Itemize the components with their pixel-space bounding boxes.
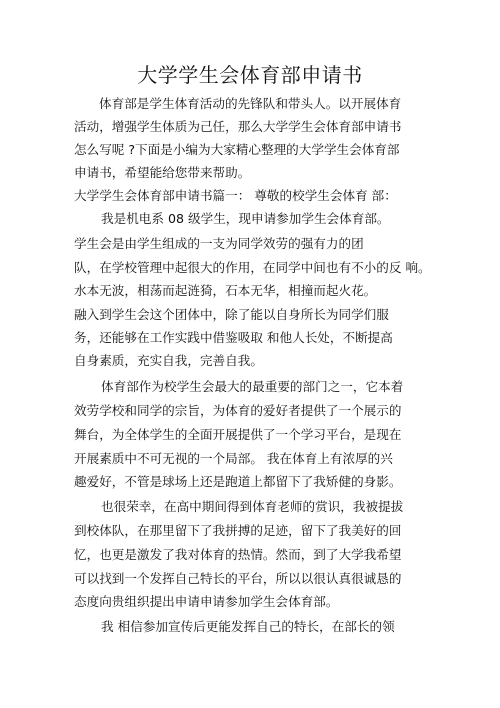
paragraph-line: 也很荣幸，在高中期间得到体育老师的赏识，我被提拔 [101,499,404,514]
paragraph-line: 可以找到一个发挥自己特长的平台，所以以很认真很诚恳的 [74,571,402,586]
paragraph-line: 体育部作为校学生会最大的最重要的部门之一，它本着 [101,379,404,394]
paragraph-line: 融入到学生会这个团体中，除了能以自身所长为同学们服 [74,307,389,322]
paragraph-line: 我是机电系 08 级学生，现申请参加学生会体育部。 [101,211,390,226]
paragraph-line: 到校体队，在那里留下了我拼搏的足迹，留下了我美好的回 [74,523,402,538]
paragraph-line: 申请书，希望能给您带来帮助。 [74,165,251,180]
paragraph-line: 我 相信参加宣传后更能发挥自己的特长，在部长的领 [101,619,395,634]
paragraph-line: 大学学生会体育部申请书篇一： 尊敬的校学生会体育 部： [74,188,397,203]
paragraph-line: 开展素质中不可无视的一个局部。 我在体育上有浓厚的兴 [74,451,393,466]
paragraph-line: 舞台，为全体学生的全面开展提供了一个学习平台，是现在 [74,427,402,442]
paragraph-line: 忆，也更是激发了我对体育的热情。然而，到了大学我希望 [74,547,402,562]
paragraph-line: 效劳学校和同学的宗旨，为体育的爱好者提供了一个展示的 [74,403,402,418]
paragraph-line: 水本无波，相荡而起涟猗，石本无华，相撞而起火花。 [74,283,377,298]
paragraph-line: 学生会是由学生组成的一支为同学效劳的强有力的团 [74,236,364,251]
document-title: 大学学生会体育部申请书 [137,63,363,87]
paragraph-line: 活动，增强学生体质为己任，那么大学学生会体育部申请书 [74,119,402,134]
paragraph-line: 态度向贵组织提出申请申请参加学生会体育部。 [74,594,339,609]
paragraph-line: 务，还能够在工作实践中借鉴吸取 和他人长处，不断提高 [74,330,393,345]
paragraph-line: 体育部是学生体育活动的先锋队和带头人。以开展体育 [99,96,402,111]
paragraph-line: 怎么写呢 ?下面是小编为大家精心整理的大学学生会体育部 [74,142,400,157]
paragraph-line: 队，在学校管理中起很大的作用，在同学中间也有不小的反 响。 [74,260,431,275]
paragraph-line: 自身素质，充实自我，完善自我。 [74,353,263,368]
paragraph-line: 趣爱好，不管是球场上还是跑道上都留下了我矫健的身影。 [74,474,402,489]
